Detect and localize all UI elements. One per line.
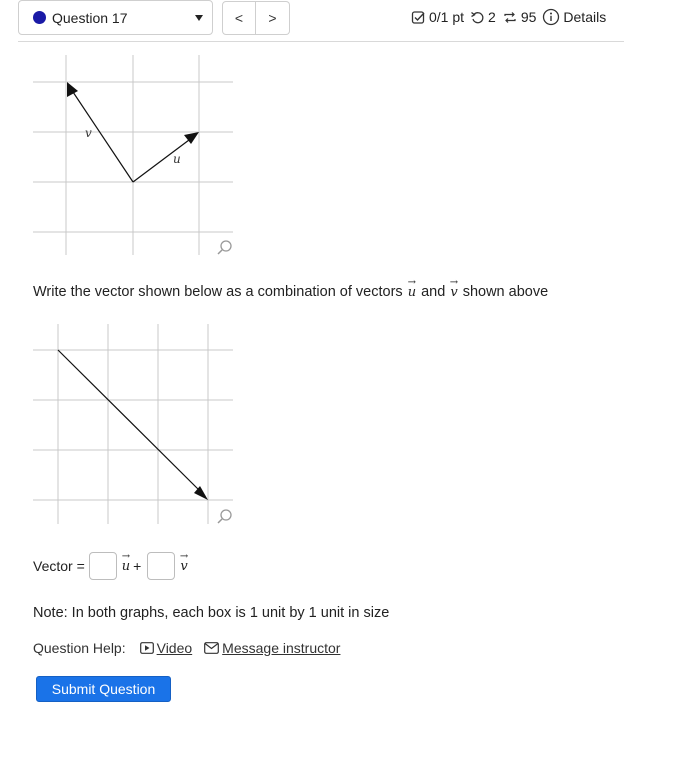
video-label: Video	[156, 640, 193, 656]
repeat-icon	[502, 10, 518, 25]
vector-answer-row	[33, 552, 189, 580]
answer-u-symbol: → u	[121, 550, 131, 574]
retry-icon	[470, 10, 485, 25]
answer-v-symbol: → v	[179, 550, 189, 574]
prompt-text-after: shown above	[458, 284, 549, 300]
question-toolbar	[0, 0, 676, 42]
question-select[interactable]	[18, 0, 213, 35]
answer-v-letter: v	[180, 558, 188, 574]
next-question-button[interactable]: >	[256, 1, 290, 35]
envelope-icon	[204, 642, 219, 654]
video-link[interactable]	[140, 640, 193, 656]
attempts-indicator	[502, 9, 537, 25]
vector-u-symbol: → u	[407, 277, 417, 300]
question-prompt	[33, 277, 549, 300]
score-indicator	[411, 9, 464, 25]
target-vector-graph	[33, 324, 238, 529]
vector-v-label: v	[85, 126, 92, 140]
prompt-v-letter: v	[450, 285, 458, 300]
checkbox-icon	[411, 10, 426, 25]
submit-question-button[interactable]: Submit Question	[36, 676, 171, 702]
size-note: Note: In both graphs, each box is 1 unit by 1 unit in size	[33, 605, 390, 621]
question-select-label: Question 17	[52, 9, 128, 26]
message-instructor-label: Message instructor	[222, 640, 341, 656]
question-help-label: Question Help:	[33, 640, 126, 656]
question-meta	[411, 8, 612, 26]
coefficient-u-input[interactable]	[89, 552, 117, 580]
question-help	[33, 640, 340, 656]
status-dot-icon	[33, 11, 46, 24]
retries-count: 2	[488, 9, 496, 25]
toolbar-divider	[18, 41, 624, 42]
attempts-count: 95	[520, 9, 537, 25]
prompt-u-letter: u	[407, 285, 417, 300]
vectors-uv-graph	[33, 55, 238, 260]
vector-label: Vector =	[33, 558, 85, 574]
caret-down-icon	[195, 15, 203, 21]
info-icon	[542, 8, 560, 26]
coefficient-v-input[interactable]	[147, 552, 175, 580]
plus-sign: +	[133, 558, 142, 574]
zoom-icon[interactable]	[218, 510, 231, 523]
score-text: 0/1 pt	[429, 9, 465, 25]
prompt-text-middle: and	[417, 284, 450, 300]
zoom-icon[interactable]	[218, 241, 231, 254]
answer-u-letter: u	[121, 558, 131, 574]
details-toggle[interactable]	[542, 8, 606, 26]
message-instructor-link[interactable]	[204, 640, 340, 656]
vector-v-symbol: → v	[449, 277, 459, 300]
vector-u-label: u	[173, 152, 181, 166]
video-icon	[140, 642, 154, 654]
previous-question-button[interactable]: <	[222, 1, 256, 35]
retries-indicator	[470, 9, 496, 25]
prompt-text-before: Write the vector shown below as a combination of vectors	[33, 284, 407, 300]
details-label: Details	[563, 9, 607, 25]
